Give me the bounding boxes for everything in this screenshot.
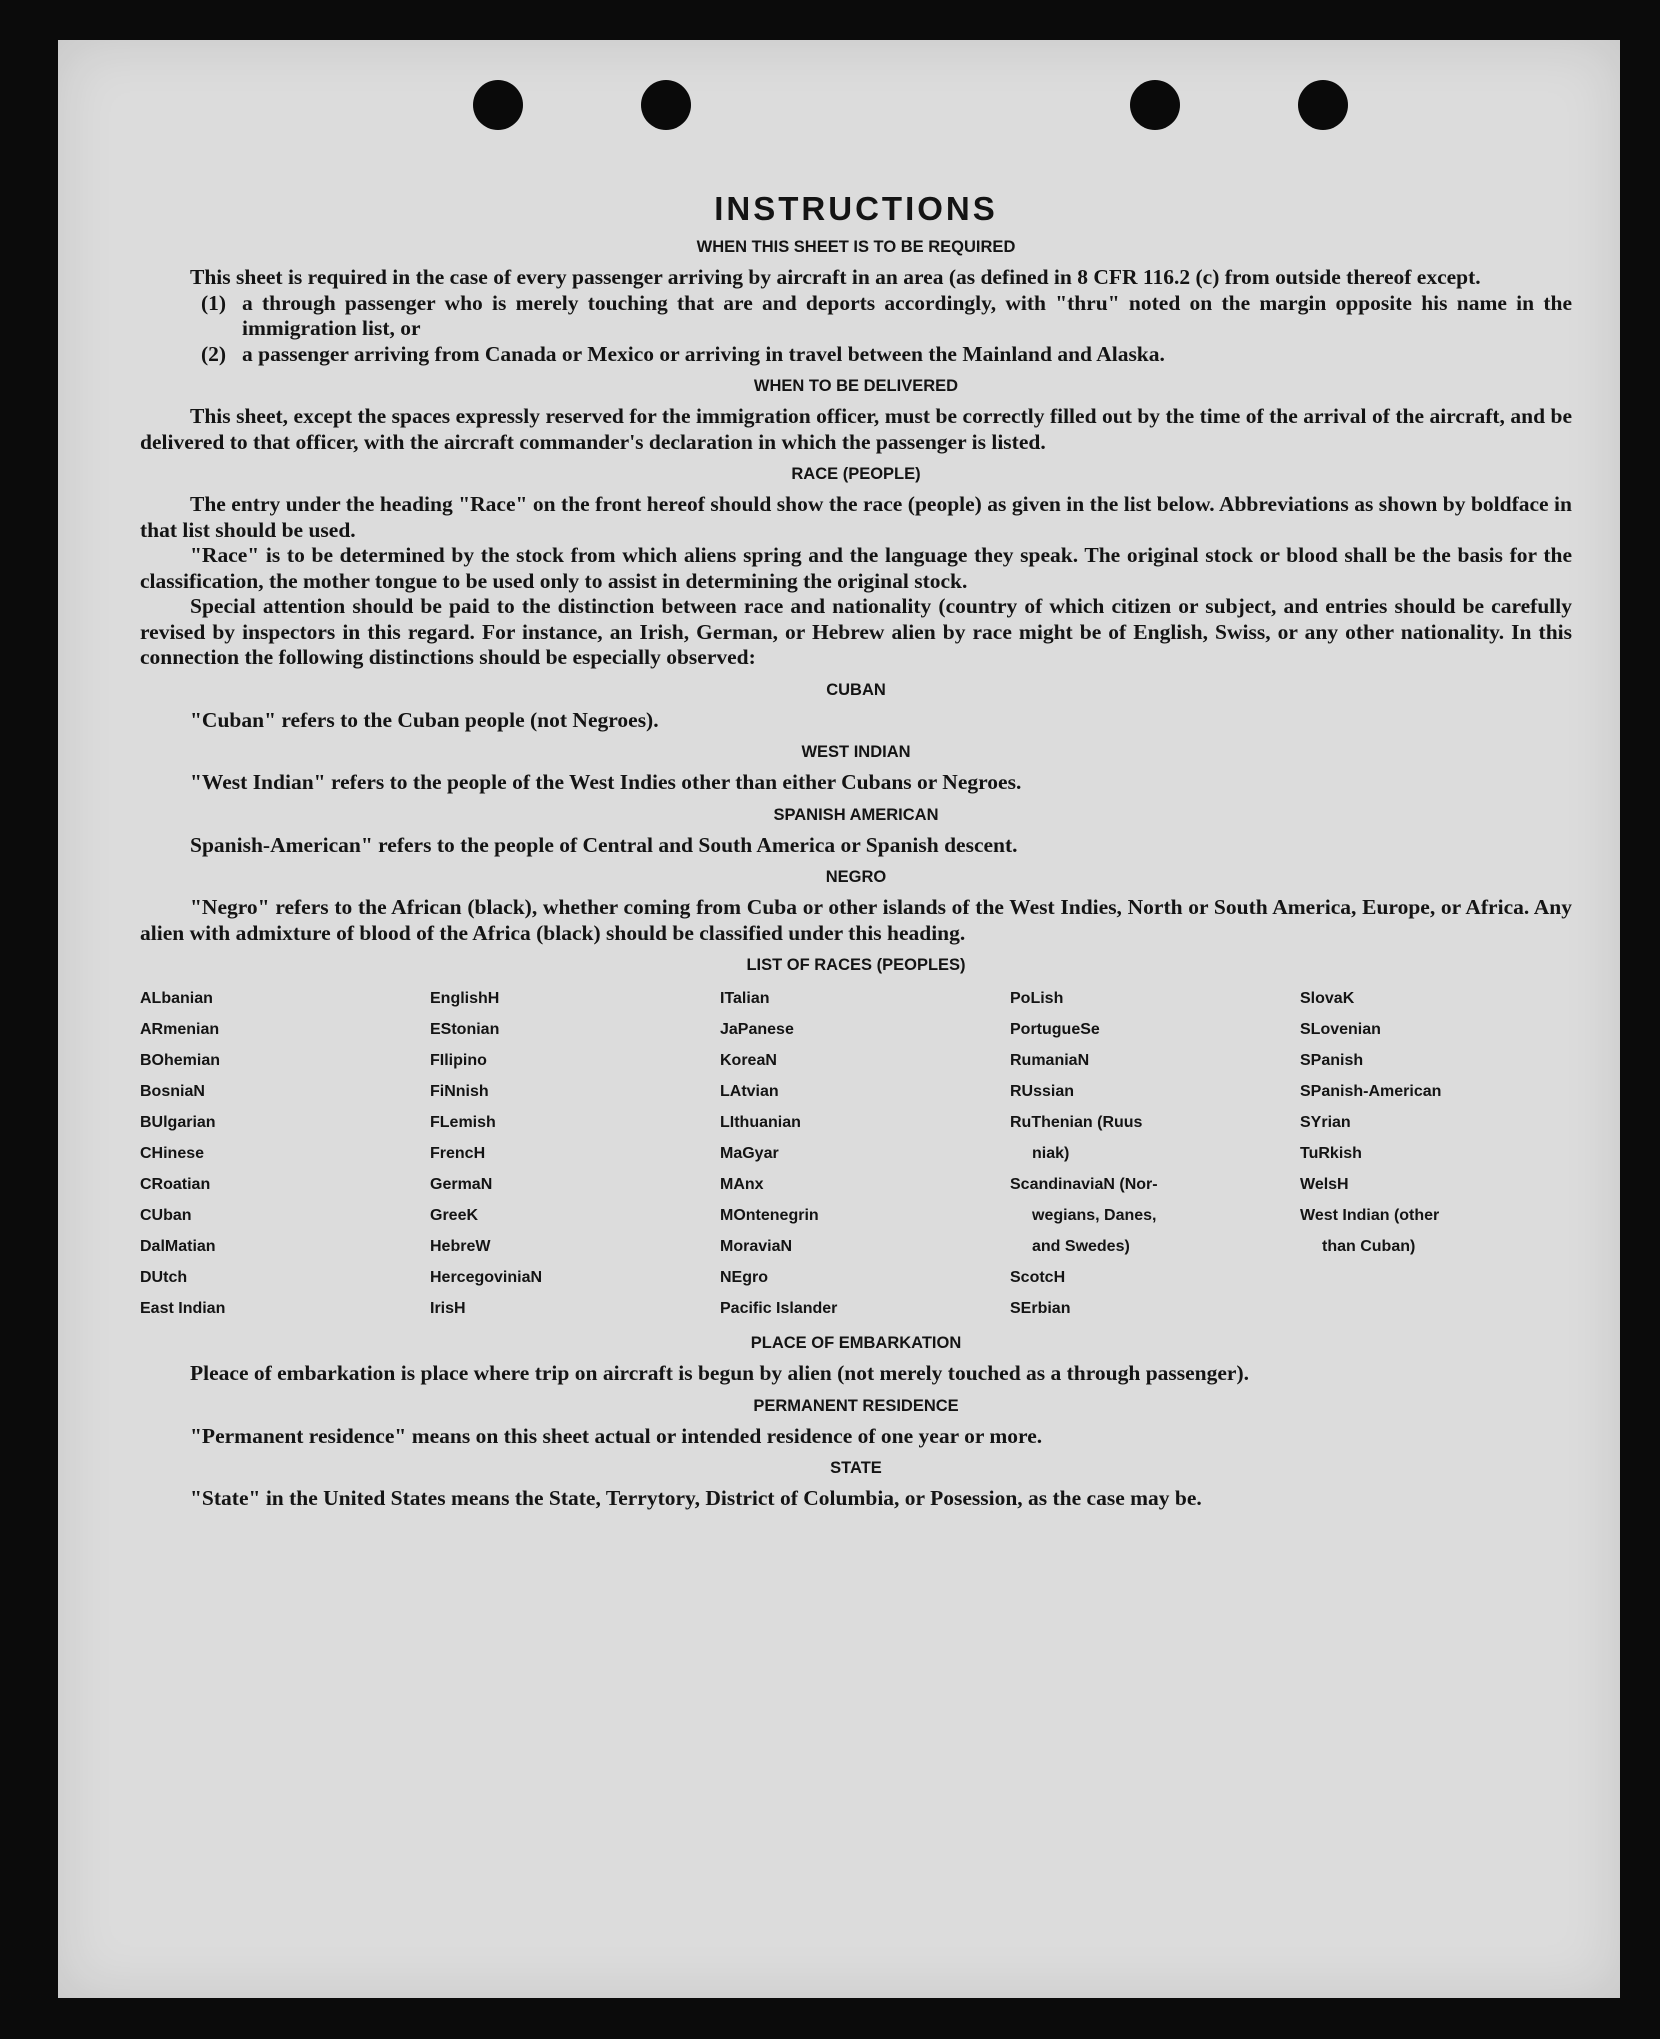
item-number: (2): [201, 341, 227, 366]
instruction-sections-after: [140, 1334, 1572, 1512]
section-heading-races: LIST OF RACES (PEOPLES): [746, 956, 966, 974]
race-entry: FIlipino: [430, 1052, 487, 1069]
race-entry: SLovenian: [1300, 1021, 1381, 1038]
race-entry: JaPanese: [720, 1021, 794, 1038]
race-entry: CRoatian: [140, 1176, 211, 1193]
section-heading: NEGRO: [825, 868, 887, 886]
race-entry: WelsH: [1300, 1176, 1349, 1193]
race-list: [140, 983, 1560, 1324]
race-entry: SlovaK: [1300, 990, 1355, 1007]
instruction-sections: [140, 238, 1572, 946]
document-content: [140, 190, 1572, 1512]
race-entry: MOntenegrin: [720, 1207, 819, 1224]
race-entry: RUssian: [1010, 1083, 1075, 1100]
race-entry: RuThenian (Ruus: [1010, 1114, 1143, 1131]
punch-hole: [1130, 80, 1180, 130]
race-entry: MaGyar: [720, 1145, 779, 1162]
race-entry: GermaN: [430, 1176, 493, 1193]
race-column: [720, 983, 980, 1324]
race-entry: FrencH: [430, 1145, 486, 1162]
section-heading: PERMANENT RESIDENCE: [753, 1396, 959, 1415]
race-entry: than Cuban): [1322, 1238, 1416, 1255]
race-entry: EnglishH: [430, 990, 500, 1007]
enumerated-item: [140, 291, 1572, 342]
race-entry: KoreaN: [720, 1052, 777, 1069]
race-entry: DalMatian: [140, 1238, 216, 1255]
race-entry: PoLish: [1010, 990, 1064, 1007]
race-entry: GreeK: [430, 1207, 479, 1224]
race-entry: CHinese: [140, 1145, 205, 1162]
section-heading: SPANISH AMERICAN: [773, 805, 939, 824]
item-number: (1): [201, 290, 227, 315]
section-heading: WHEN THIS SHEET IS TO BE REQUIRED: [696, 238, 1016, 256]
race-entry: ITalian: [720, 990, 770, 1007]
document-sheet: [58, 40, 1620, 1998]
race-entry: Pacific Islander: [720, 1300, 838, 1317]
race-entry: DUtch: [140, 1269, 188, 1286]
race-entry: CUban: [140, 1207, 192, 1224]
race-entry: FiNnish: [430, 1083, 489, 1100]
item-text: a passenger arriving from Canada or Mexico or arriving in travel between the Mainland and Alaska.: [242, 341, 1165, 366]
instruction-paragraph: "Permanent residence" means on this sheet actual or intended residence of one year or more.: [190, 1423, 1043, 1448]
race-entry: ScotcH: [1010, 1269, 1066, 1286]
instruction-paragraph: Pleace of embarkation is place where trip on aircraft is begun by alien (not merely touched as a through passenger).: [190, 1361, 1250, 1385]
instruction-paragraph: "Negro" refers to the African (black), whether coming from Cuba or other islands of the West Indies, North or South America, Europe, or Africa. Any alien with admixture of blood of the Africa (black) should be classified under this heading.: [140, 895, 1572, 945]
race-column: [140, 983, 400, 1324]
instruction-paragraph: This sheet, except the spaces expressly reserved for the immigration officer, must be correctly filled out by the time of the arrival of the aircraft, and be delivered to that officer, with the aircraft commander's declaration in which the passenger is listed.: [140, 404, 1572, 454]
punch-hole: [1298, 80, 1348, 130]
instruction-paragraph: "Race" is to be determined by the stock from which aliens spring and the language they speak. The original stock or blood shall be the basis for the classification, the mother tongue to be used only to assist in determining the original stock.: [140, 543, 1572, 593]
race-entry: MoraviaN: [720, 1238, 793, 1255]
section-heading: RACE (PEOPLE): [791, 465, 921, 483]
race-entry: SErbian: [1010, 1300, 1071, 1317]
race-entry: IrisH: [430, 1300, 466, 1317]
punch-hole: [641, 80, 691, 130]
race-entry: and Swedes): [1032, 1238, 1130, 1255]
instruction-paragraph: "State" in the United States means the State, Terrytory, District of Columbia, or Posession, as the case may be.: [190, 1486, 1202, 1510]
section-heading: STATE: [830, 1459, 882, 1477]
race-entry: SPanish-American: [1300, 1083, 1442, 1100]
race-entry: BOhemian: [140, 1052, 221, 1069]
section-heading: WEST INDIAN: [801, 743, 911, 761]
instruction-paragraph: Spanish-American" refers to the people of Central and South America or Spanish descent.: [190, 832, 1018, 857]
race-entry: EStonian: [430, 1021, 500, 1038]
race-entry: NEgro: [720, 1269, 768, 1286]
instruction-paragraph: The entry under the heading "Race" on the front hereof should show the race (people) as given in the list below. Abbreviations as shown by boldface in that list should be used.: [140, 492, 1572, 542]
instruction-paragraph: This sheet is required in the case of every passenger arriving by aircraft in an area (as defined in 8 CFR 116.2 (c) from outside thereof except.: [190, 265, 1481, 289]
race-entry: SYrian: [1300, 1114, 1351, 1131]
enumerated-item: [140, 342, 1572, 368]
section-heading: CUBAN: [826, 680, 886, 699]
race-entry: RumaniaN: [1010, 1052, 1090, 1069]
race-entry: FLemish: [430, 1114, 496, 1131]
race-entry: East Indian: [140, 1300, 226, 1317]
race-entry: ARmenian: [140, 1021, 220, 1038]
race-entry: HercegoviniaN: [430, 1269, 543, 1286]
race-entry: TuRkish: [1300, 1145, 1362, 1162]
punch-hole: [473, 80, 523, 130]
race-entry: wegians, Danes,: [1032, 1207, 1157, 1224]
race-entry: BUlgarian: [140, 1114, 216, 1131]
race-entry: BosniaN: [140, 1083, 205, 1100]
race-entry: ScandinaviaN (Nor-: [1010, 1176, 1158, 1193]
race-entry: LIthuanian: [720, 1114, 801, 1131]
race-entry: LAtvian: [720, 1083, 779, 1100]
race-column: [430, 983, 690, 1324]
race-entry: MAnx: [720, 1176, 764, 1193]
race-column: [1010, 983, 1270, 1324]
race-entry: HebreW: [430, 1238, 491, 1255]
race-column: [1300, 983, 1560, 1324]
race-entry: PortugueSe: [1010, 1021, 1100, 1038]
item-text: a through passenger who is merely touching that are and deports accordingly, with "thru" noted on the margin opposite his name in the immigration list, or: [242, 290, 1572, 340]
instruction-paragraph: Special attention should be paid to the distinction between race and nationality (country of which citizen or subject, and entries should be carefully revised by inspectors in this regard. For instance, an Irish, German, or Hebrew alien by race might be of English, Swiss, or any other nationality. In this connection the following distinctions should be especially observed:: [140, 594, 1572, 669]
instruction-paragraph: "West Indian" refers to the people of the West Indies other than either Cubans or Negroes.: [190, 770, 1022, 794]
section-heading: PLACE OF EMBARKATION: [750, 1334, 962, 1352]
page-title: INSTRUCTIONS: [714, 190, 998, 227]
race-entry: ALbanian: [140, 990, 213, 1007]
race-entry: SPanish: [1300, 1052, 1364, 1069]
section-heading: WHEN TO BE DELIVERED: [753, 377, 959, 395]
instruction-paragraph: "Cuban" refers to the Cuban people (not Negroes).: [190, 707, 659, 732]
race-entry: niak): [1032, 1145, 1070, 1162]
race-entry: West Indian (other: [1300, 1207, 1440, 1224]
